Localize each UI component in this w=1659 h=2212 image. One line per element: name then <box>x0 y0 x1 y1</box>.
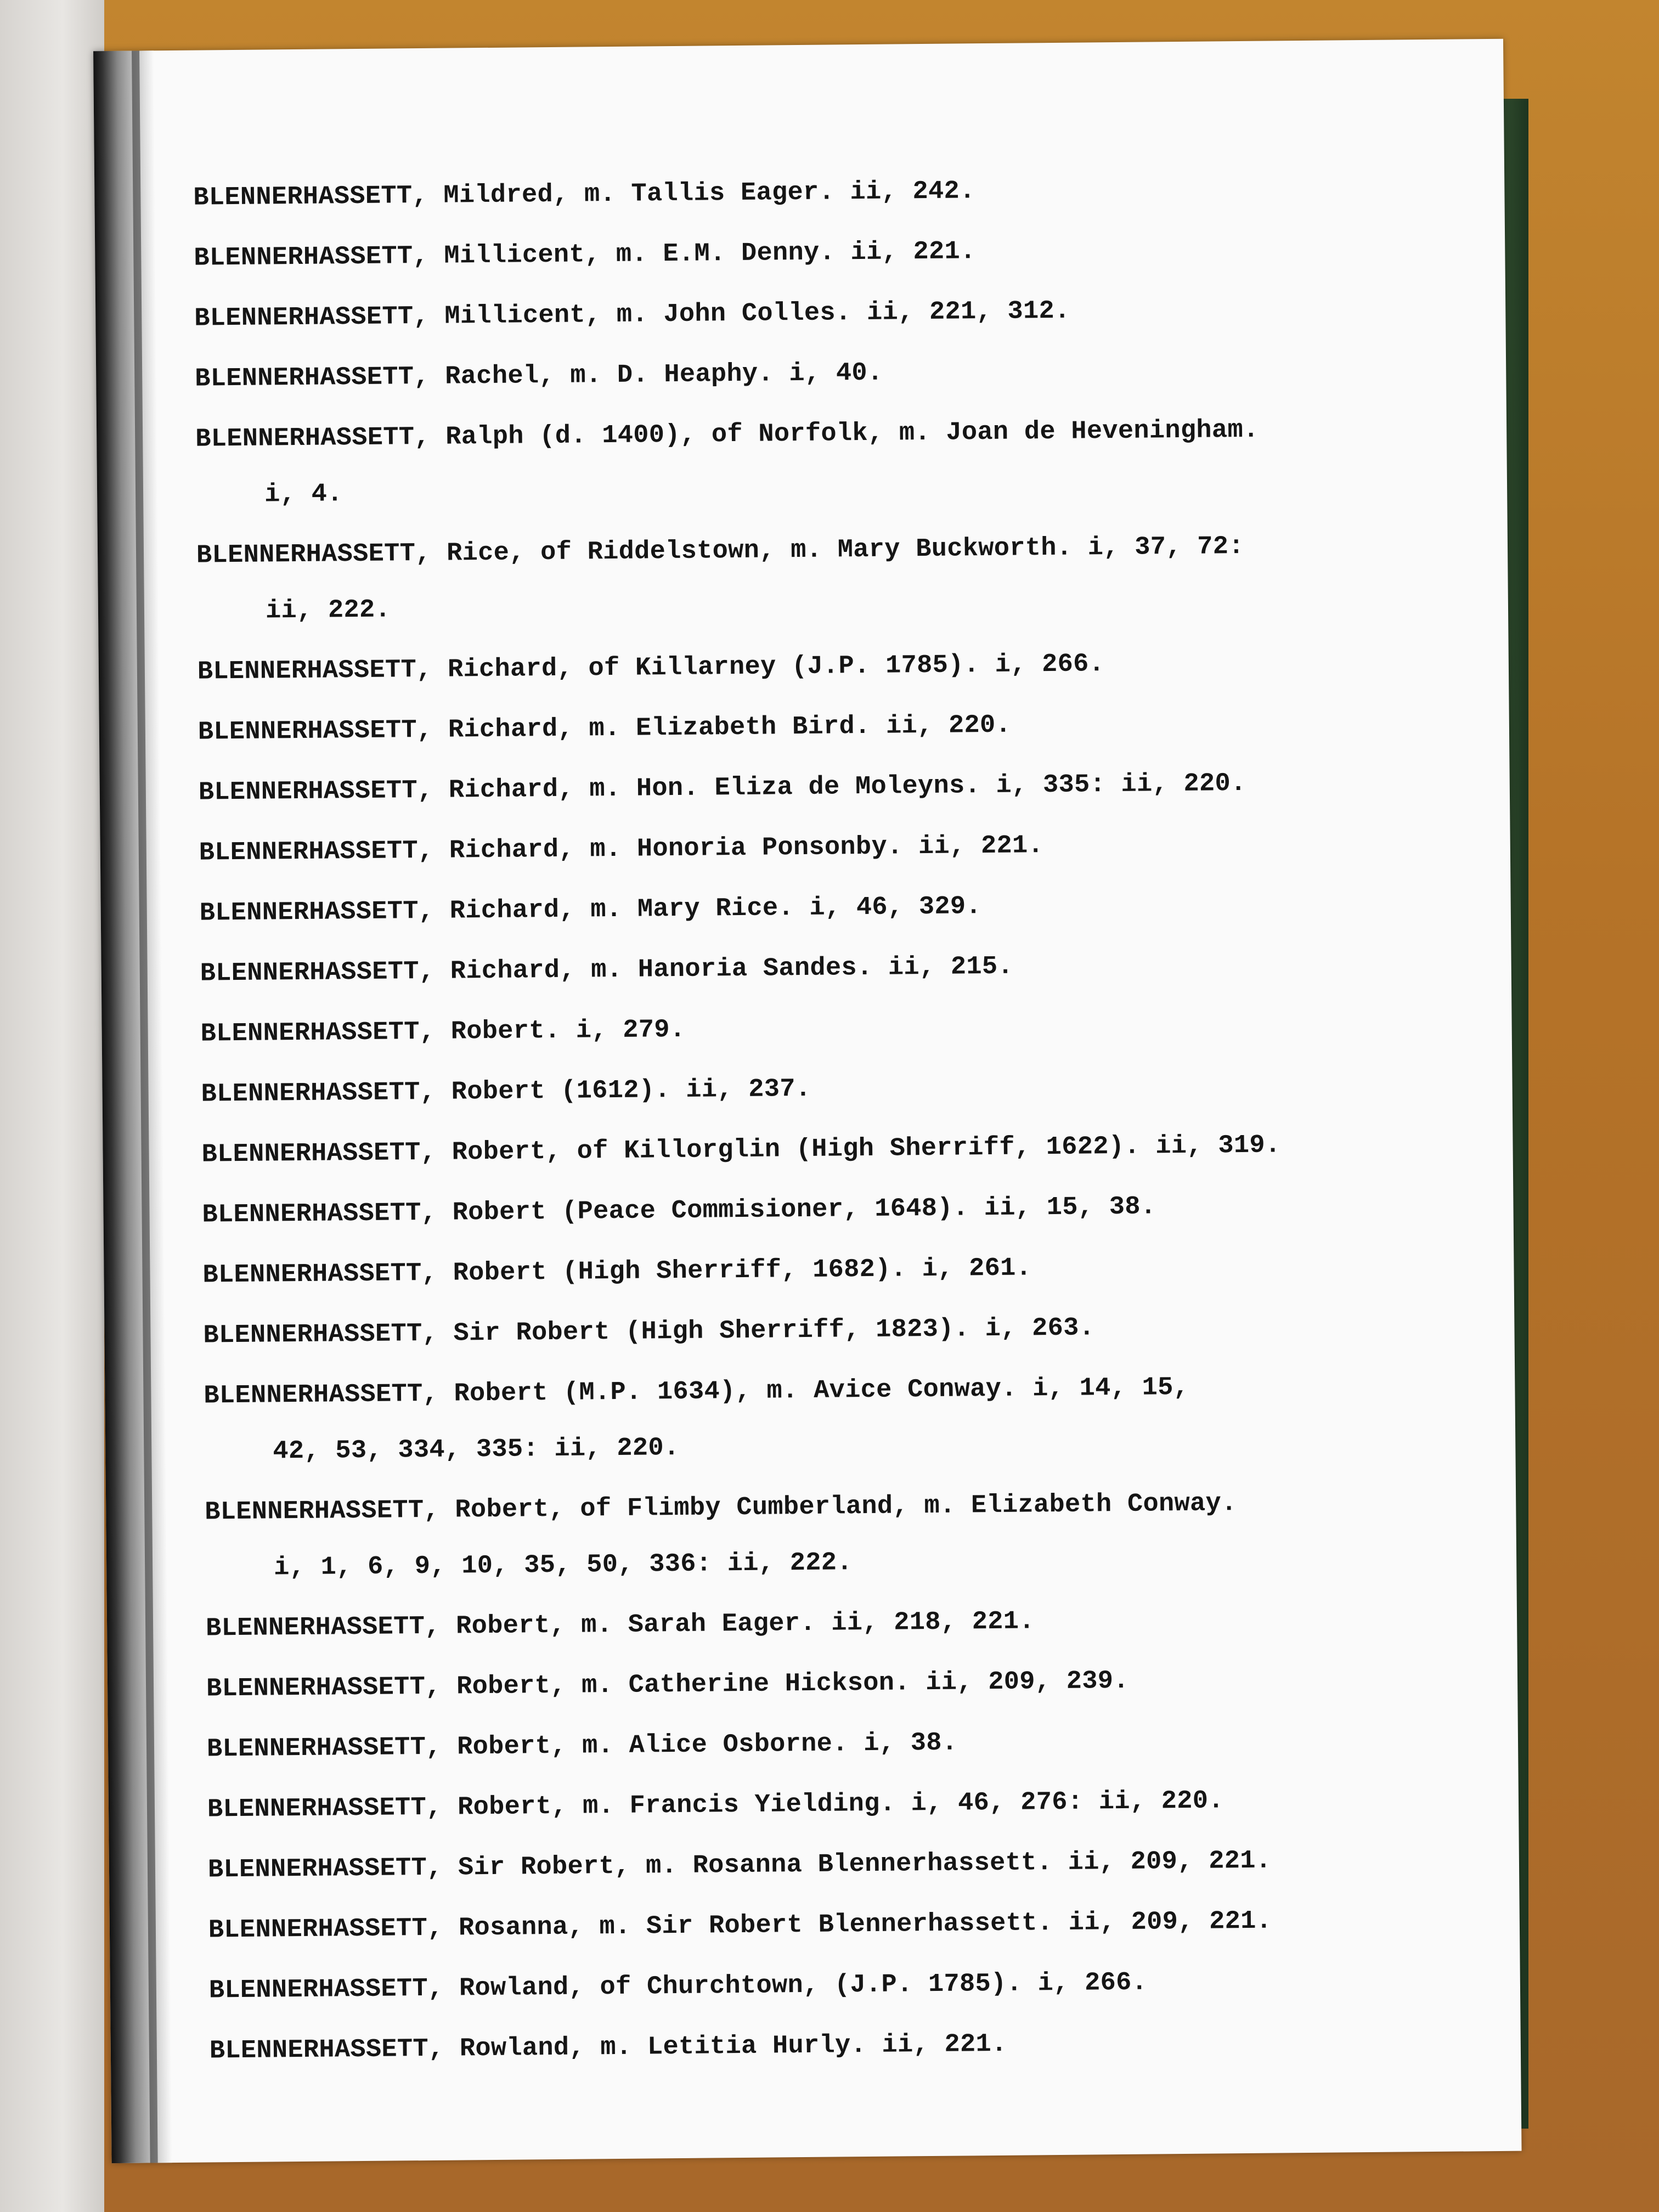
index-page <box>93 39 1521 2163</box>
entry-text: BLENNERHASSETT, Rachel, m. D. Heaphy. i, 40. <box>195 358 883 394</box>
index-entry <box>197 631 1470 702</box>
entry-text: BLENNERHASSETT, Richard, m. Hon. Eliza de Moleyns. i, 335: ii, 220. <box>198 769 1246 808</box>
index-entry <box>206 1648 1480 1719</box>
entry-continuation: i, 4. <box>264 479 343 510</box>
entry-text: BLENNERHASSETT, Rosanna, m. Sir Robert Blennerhassett. ii, 209, 221. <box>208 1906 1272 1945</box>
entry-text: BLENNERHASSETT, Robert, m. Sarah Eager. ii, 218, 221. <box>205 1607 1035 1644</box>
index-entry <box>203 1295 1476 1366</box>
index-entry <box>195 338 1468 409</box>
index-entry <box>207 1708 1480 1780</box>
entry-continuation: 42, 53, 334, 335: ii, 220. <box>273 1433 680 1466</box>
index-entry <box>204 1355 1477 1482</box>
entry-text: BLENNERHASSETT, Robert, m. Alice Osborne. i, 38. <box>206 1728 958 1764</box>
entry-text: BLENNERHASSETT, Rowland, of Churchtown, (J.P. 1785). i, 266. <box>208 1968 1148 2006</box>
index-entry <box>208 1889 1481 1961</box>
index-entry <box>208 1950 1482 2021</box>
entry-text: BLENNERHASSETT, Robert, m. Francis Yielding. i, 46, 276: ii, 220. <box>207 1786 1224 1825</box>
index-entry <box>205 1471 1479 1599</box>
entry-text: BLENNERHASSETT, Sir Robert (High Sherriff, 1823). i, 263. <box>203 1313 1095 1351</box>
index-entry <box>199 812 1472 883</box>
index-entry <box>194 217 1467 289</box>
index-entry <box>202 1174 1475 1245</box>
entry-text: BLENNERHASSETT, Robert (1612). ii, 237. <box>201 1074 811 1109</box>
index-entry <box>202 1234 1476 1306</box>
index-entry <box>201 1114 1475 1185</box>
index-entry <box>200 933 1473 1004</box>
entry-text: BLENNERHASSETT, Richard, m. Honoria Ponsonby. ii, 221. <box>199 831 1044 868</box>
index-entry <box>193 157 1466 228</box>
entry-continuation: ii, 222. <box>265 595 391 626</box>
entry-text: BLENNERHASSETT, Robert, m. Catherine Hickson. ii, 209, 239. <box>206 1666 1130 1704</box>
entry-text: BLENNERHASSETT, Sir Robert, m. Rosanna Blennerhassett. ii, 209, 221. <box>207 1846 1272 1885</box>
entry-text: BLENNERHASSETT, Rowland, m. Letitia Hurly. ii, 221. <box>209 2029 1007 2066</box>
facing-page <box>0 0 104 2212</box>
entry-text: BLENNERHASSETT, Millicent, m. John Colles. ii, 221, 312. <box>194 296 1070 334</box>
entry-text: BLENNERHASSETT, Richard, m. Elizabeth Bird. ii, 220. <box>198 710 1012 747</box>
entry-text: BLENNERHASSETT, Millicent, m. E.M. Denny. ii, 221. <box>194 237 976 273</box>
entry-text: BLENNERHASSETT, Robert (M.P. 1634), m. Avice Conway. i, 14, 15, <box>204 1373 1189 1411</box>
entry-continuation: i, 1, 6, 9, 10, 35, 50, 336: ii, 222. <box>273 1548 853 1583</box>
index-entry <box>199 872 1472 944</box>
entry-text: BLENNERHASSETT, Robert, of Killorglin (High Sherriff, 1622). ii, 319. <box>201 1131 1281 1170</box>
index-entry-list <box>193 157 1482 2081</box>
entry-text: BLENNERHASSETT, Richard, m. Mary Rice. i, 46, 329. <box>199 892 982 928</box>
index-entry <box>195 398 1469 526</box>
index-entry <box>200 993 1474 1064</box>
index-entry <box>198 691 1471 763</box>
entry-text: BLENNERHASSETT, Richard, m. Hanoria Sandes. ii, 215. <box>200 952 1014 989</box>
entry-text: BLENNERHASSETT, Rice, of Riddelstown, m. Mary Buckworth. i, 37, 72: <box>196 532 1245 571</box>
entry-text: BLENNERHASSETT, Robert, of Flimby Cumberland, m. Elizabeth Conway. <box>205 1489 1237 1527</box>
index-entry <box>194 278 1468 349</box>
index-entry <box>206 1588 1479 1659</box>
index-entry <box>198 752 1471 823</box>
index-entry <box>208 1829 1481 1900</box>
entry-text: BLENNERHASSETT, Richard, of Killarney (J.P. 1785). i, 266. <box>197 650 1105 687</box>
index-entry <box>207 1769 1481 1840</box>
index-entry <box>209 2010 1482 2081</box>
entry-text: BLENNERHASSETT, Robert (High Sherriff, 1682). i, 261. <box>202 1254 1032 1290</box>
index-entry <box>196 515 1470 642</box>
index-entry <box>201 1053 1474 1125</box>
entry-text: BLENNERHASSETT, Mildred, m. Tallis Eager. ii, 242. <box>193 177 975 213</box>
entry-text: BLENNERHASSETT, Robert (Peace Commisioner, 1648). ii, 15, 38. <box>202 1192 1156 1230</box>
entry-text: BLENNERHASSETT, Ralph (d. 1400), of Norfolk, m. Joan de Heveningham. <box>195 415 1259 454</box>
entry-text: BLENNERHASSETT, Robert. i, 279. <box>200 1015 686 1049</box>
